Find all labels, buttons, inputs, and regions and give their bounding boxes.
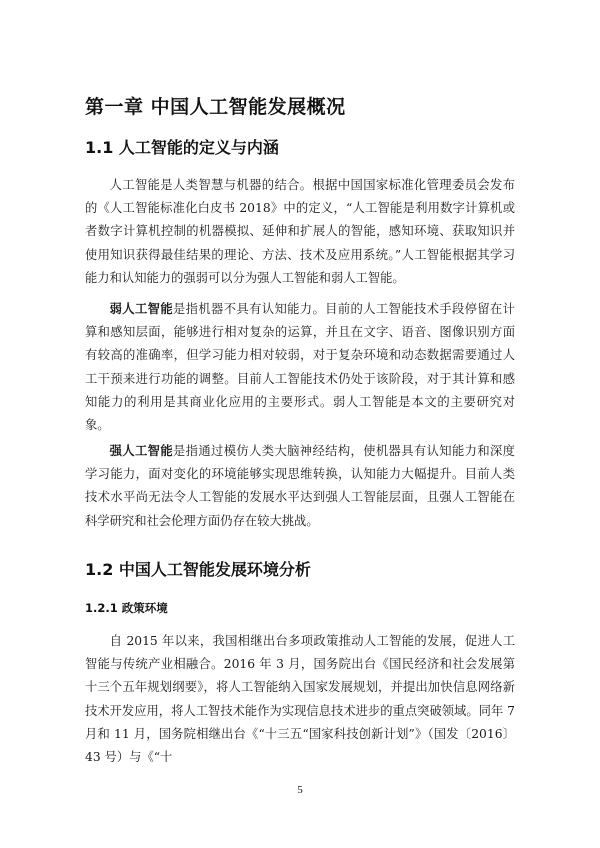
- intro-paragraph: 人工智能是人类智慧与机器的结合。根据中国国家标准化管理委员会发布的《人工智能标准化白皮书 2018》中的定义，“人工智能是利用数字计算机或者数字计算机控制的机器模拟、延伸和扩展人的智能，感知环境、获取知识并使用知识获得最佳结果的理论、方法、技术及应用系统。”人工智能根据其学习能力和认知能力的强弱可以分为强人工智能和弱人工智能。: [85, 178, 515, 285]
- weak-ai-term: 弱人工智能: [109, 302, 173, 316]
- policy-paragraph: 自 2015 年以来，我国相继出台多项政策推动人工智能的发展，促进人工智能与传统产业相融合。2016 年 3 月，国务院出台《国民经济和社会发展第十三个五年规划纲要》，将人工智能纳入国家发展规划，并提出加快信息网络新技术开发应用，将人工智技术能作为实现信息技术进步的重点突破领域。同年 7 月和 11 月，国务院相继出台《“十三五“国家科技创新计划”》（国发〔2016〕43 号）与《“十: [85, 634, 515, 765]
- strong-ai-paragraph: [85, 440, 515, 533]
- section-title-1-1: 1.1 人工智能的定义与内涵: [85, 138, 279, 157]
- strong-ai-text: 是指通过模仿人类大脑神经结构，使机器具有认知能力和深度学习能力，面对变化的环境能够实现思维转换，认知能力大幅提升。目前人类技术水平尚无法令人工智能的发展水平达到强人工智能层面，且强人工智能在科学研究和社会伦理方面仍存在较大挑战。: [85, 444, 515, 528]
- weak-ai-text: 是指机器不具有认知能力。目前的人工智能技术手段停留在计算和感知层面，能够进行相对复杂的运算，并且在文字、语音、图像识别方面有较高的准确率，但学习能力相对较弱，对于复杂环境和动态数据需要通过人工干预来进行功能的调整。目前人工智能技术仍处于该阶段，对于其计算和感知能力的利用是其商业化应用的主要形式。弱人工智能是本文的主要研究对象。: [85, 302, 515, 433]
- subsection-title-1-2-1: 1.2.1 政策环境: [85, 601, 168, 615]
- page-number: 5: [297, 784, 303, 796]
- section-title-1-2: 1.2 中国人工智能发展环境分析: [85, 560, 311, 579]
- weak-ai-paragraph: [85, 298, 515, 437]
- strong-ai-term: 强人工智能: [109, 444, 173, 458]
- chapter-title: 第一章 中国人工智能发展概况: [85, 96, 346, 118]
